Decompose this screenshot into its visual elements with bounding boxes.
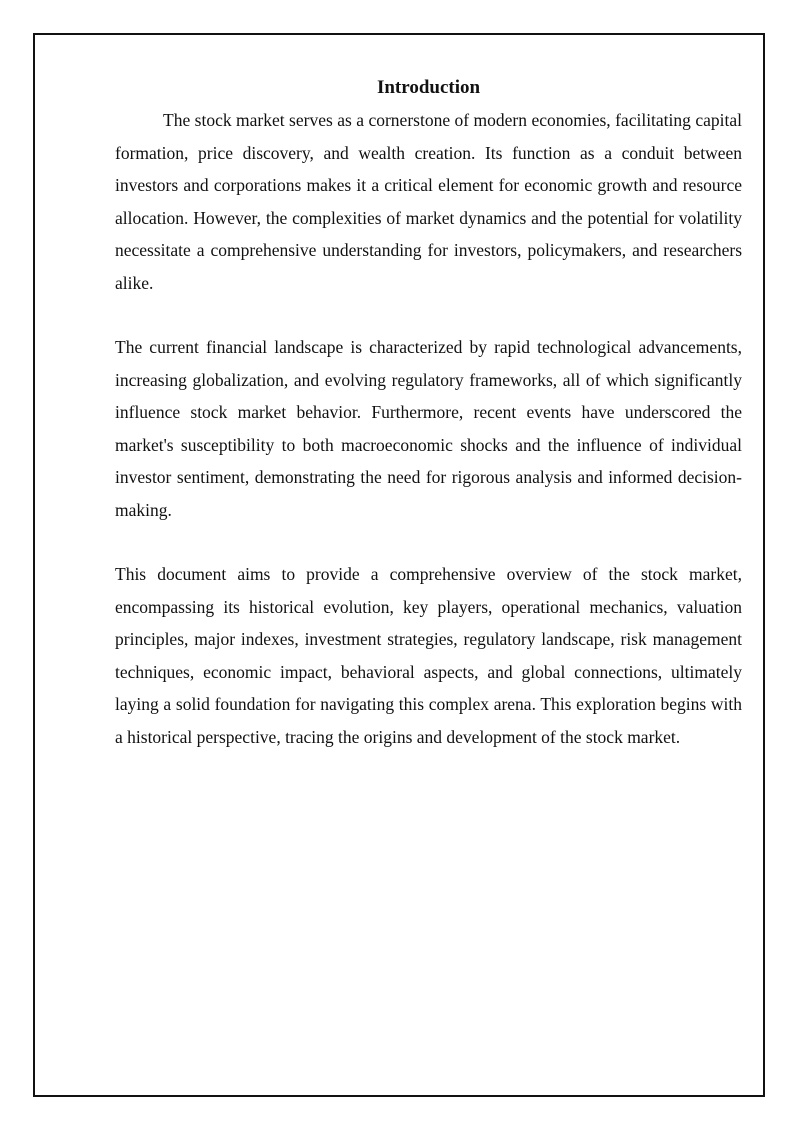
- document-body: [115, 72, 742, 753]
- paragraph-intro: The stock market serves as a cornerstone of modern economies, facilitating capital formation, price discovery, and wealth creation. Its function as a conduit between investors and corporations makes it a critical element for economic growth and resource allocation. However, the complexities of market dynamics and the potential for volatility necessitate a comprehensive understanding for investors, policymakers, and researchers alike.: [115, 110, 742, 293]
- paragraph-overview: This document aims to provide a comprehensive overview of the stock market, encompassing its historical evolution, key players, operational mechanics, valuation principles, major indexes, investment strategies, regulatory landscape, risk management techniques, economic impact, behavioral aspects, and global connections, ultimately laying a solid foundation for navigating this complex arena. This exploration begins with a historical perspective, tracing the origins and development of the stock market.: [115, 564, 742, 747]
- paragraph-landscape: The current financial landscape is characterized by rapid technological advancements, increasing globalization, and evolving regulatory frameworks, all of which significantly influence stock market behavior. Furthermore, recent events have underscored the market's susceptibility to both macroeconomic shocks and the influence of individual investor sentiment, demonstrating the need for rigorous analysis and informed decision-making.: [115, 337, 742, 520]
- page-title: Introduction: [376, 77, 481, 98]
